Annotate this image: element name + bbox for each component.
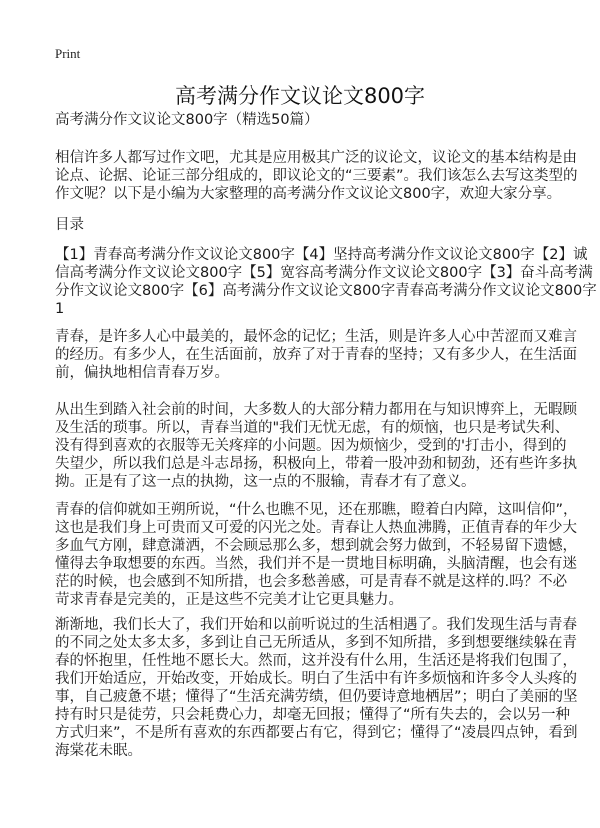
table-of-contents[interactable] — [55, 246, 597, 318]
toc-line[interactable]: 【1】青春高考满分作文议论文800字【4】坚持高考满分作文议论文800字【2】诚 — [55, 247, 588, 263]
paragraph-line: 拗。正是有了这一点的执拗，这一点的不服输，青春才有了意义。 — [55, 474, 476, 490]
toc-line[interactable]: 1 — [55, 301, 65, 317]
paragraph-line: 事，自己疲惫不堪；懂得了“生活充满劳绩，但仍要诗意地栖居”；明白了美丽的坚 — [55, 689, 578, 705]
intro-paragraph — [55, 149, 578, 203]
paragraph-line: 苛求青春是完美的，正是这些不完美才让它更具魅力。 — [55, 592, 403, 608]
paragraph-line: 的经历。有多少人，在生活面前，放弃了对于青春的坚持；又有多少人，在生活面 — [55, 347, 577, 363]
intro-line: 相信许多人都写过作文吧，尤其是应用极其广泛的议论文，议论文的基本结构是由 — [55, 150, 577, 166]
paragraph-line: 我们开始适应，开始改变，开始成长。明白了生活中有许多烦恼和许多令人头疼的 — [55, 671, 577, 687]
paragraph-line: 及生活的琐事。所以，青春当道的"我们无忧无虑，有的烦恼，也只是考试失利、 — [55, 420, 570, 436]
intro-line: 论点、论据、论证三部分组成的，即议论文的“三要素”。我们该怎么去写这类型的 — [55, 168, 578, 184]
paragraph-line: 这也是我们身上可贵而又可爱的闪光之处。青春让人热血沸腾，正值青春的年少大 — [55, 520, 577, 536]
paragraph-line: 渐渐地，我们长大了，我们开始和以前听说过的生活相遇了。我们发现生活与青春 — [55, 617, 577, 633]
subtitle — [55, 111, 547, 129]
paragraph-line: 海棠花未眠。 — [55, 743, 142, 759]
paragraph-2 — [55, 401, 577, 491]
subtitle-text: 高考满分作文议论文800字（精选50篇） — [55, 112, 319, 128]
paragraph-line: 方式归来”，不是所有喜欢的东西都要占有它，得到它；懂得了“凌晨四点钟，看到 — [55, 725, 578, 741]
paragraph-1 — [55, 328, 577, 382]
paragraph-line: 从出生到踏入社会前的时间，大多数人的大部分精力都用在与知识博弈上，无暇顾 — [55, 402, 577, 418]
print-link[interactable]: Print — [55, 46, 81, 61]
paragraph-3 — [55, 501, 578, 609]
toc-line[interactable]: 分作文议论文800字【6】高考满分作文议论文800字青春高考满分作文议论文800字 — [55, 283, 597, 299]
paragraph-line: 多血气方刚，肆意潇洒，不会顾忌那么多，想到就会努力做到，不轻易留下遗憾， — [55, 538, 577, 554]
paragraph-line: 青春的信仰就如王朔所说，“什么也瞧不见，还在那瞧，瞪着白内障，这叫信仰”， — [55, 502, 578, 518]
page-title: 高考满分作文议论文800字 — [174, 84, 426, 108]
paragraph-4 — [55, 616, 578, 760]
paragraph-line: 持有时只是徒劳，只会耗费心力，却毫无回报；懂得了“所有失去的，会以另一种 — [55, 707, 571, 723]
paragraph-line: 失望少，所以我们总是斗志昂扬，积极向上，带着一股冲劲和韧劲，还有些许多执 — [55, 456, 577, 472]
intro-line: 作文呢？以下是小编为大家整理的高考满分作文议论文800字，欢迎大家分享。 — [55, 186, 562, 202]
paragraph-line: 懂得去争取想要的东西。当然，我们并不是一贯地目标明确，头脑清醒，也会有迷 — [55, 556, 577, 572]
toc-heading — [55, 216, 547, 234]
paragraph-line: 春的怀抱里，任性地不愿长大。然而，这并没有什么用，生活还是将我们包围了， — [55, 653, 577, 669]
paragraph-line: 茫的时候，也会感到不知所措，也会多愁善感，可是青春不就是这样的.吗？不必 — [55, 574, 568, 590]
paragraph-line: 前，偏执地相信青春万岁。 — [55, 365, 229, 381]
toc-line[interactable]: 信高考满分作文议论文800字【5】宽容高考满分作文议论文800字【3】奋斗高考满 — [55, 265, 593, 281]
paragraph-line: 的不同之处太多太多，多到让自己无所适从，多到不知所措，多到想要继续躲在青 — [55, 635, 577, 651]
paragraph-line: 没有得到喜欢的衣服等无关疼痒的小问题。因为烦恼少，受到的'打击小，得到的 — [55, 438, 567, 454]
toc-heading-text: 目录 — [55, 217, 84, 233]
paragraph-line: 青春，是许多人心中最美的，最怀念的记忆；生活，则是许多人心中苦涩而又难言 — [55, 329, 577, 345]
